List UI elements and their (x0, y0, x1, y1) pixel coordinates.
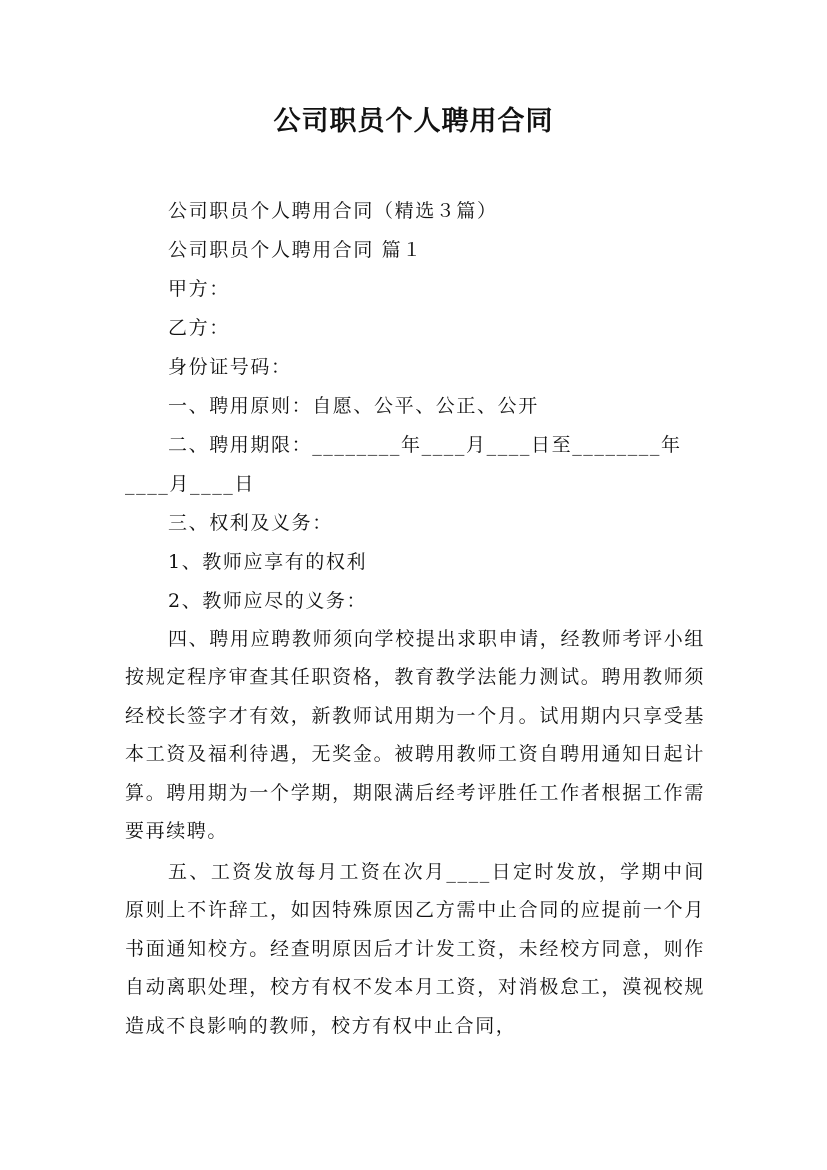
rights-item: 1、教师应享有的权利 (168, 551, 368, 573)
employment-term-line-2: ____月____日 (125, 473, 256, 495)
document-title: 公司职员个人聘用合同 (273, 106, 554, 137)
document-subtitle: 公司职员个人聘用合同（精选３篇） (168, 200, 498, 222)
party-a-label: 甲方： (168, 278, 230, 300)
id-number-label: 身份证号码： (168, 356, 292, 378)
employment-term-line-1: 二、聘用期限：________年____月____日至________年 (168, 434, 682, 456)
chapter-heading: 公司职员个人聘用合同 篇１ (168, 239, 423, 261)
duties-item: 2、教师应尽的义务： (168, 590, 368, 612)
employment-principle: 一、聘用原则：自愿、公平、公正、公开 (168, 395, 539, 417)
section-five-paragraph: 五、工资发放每月工资在次月____日定时发放，学期中间原则上不许辞工，如因特殊原因乙方需中止合同的应提前一个月书面通知校方。经查明原因后才计发工资，未经校方同意，则作自动离职处理，校方有权不发本月工资，对消极怠工，漠视校规造成不良影响的教师，校方有权中止合同， (125, 861, 705, 1037)
party-b-label: 乙方： (168, 317, 230, 339)
rights-duties-heading: 三、权利及义务： (168, 512, 333, 534)
section-four-paragraph: 四、聘用应聘教师须向学校提出求职申请，经教师考评小组按规定程序审查其任职资格，教育教学法能力测试。聘用教师须经校长签字才有效，新教师试用期为一个月。试用期内只享受基本工资及福利待遇，无奖金。被聘用教师工资自聘用通知日起计算。聘用期为一个学期，期限满后经考评胜任工作者根据工作需要再续聘。 (125, 628, 705, 843)
